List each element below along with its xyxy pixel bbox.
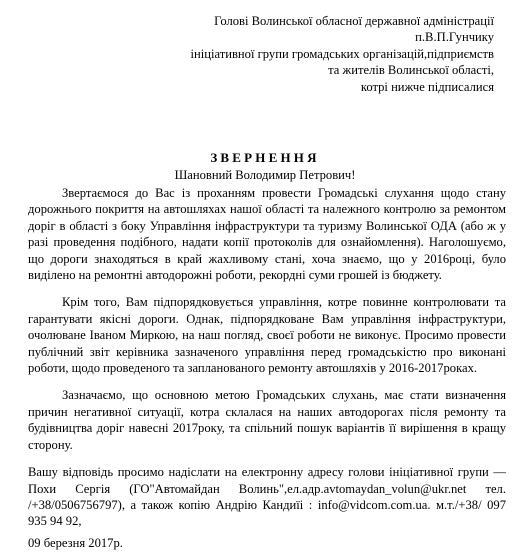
paragraph-4: Вашу відповідь просимо надіслати на електронну адресу голови ініціативної групи — Похи Сергія (ГО"Автомайдан Волинь",ел.адр.avtomaydan_volun@ukr.net тел. /+38/0506756797), а також копію Андрію Кандиїі : info@vidcom.com.ua. м.т./+38/ 097 935 94 92, — [28, 465, 506, 529]
letter-body — [28, 185, 506, 530]
paragraph-3: Зазначаємо, що основною метою Громадських слухань, має стати визначення причин негативної ситуації, котра склалася на наших автодорогах після ремонту та будівництва доріг навесні 2017року, та спільний пошук варіантів її вирішення в кращу сторону. — [28, 388, 506, 452]
greeting: Шановний Володимир Петрович! — [174, 168, 356, 182]
sender-line-2: та жителів Волинської області, — [328, 63, 494, 78]
addressee-line-2: п.В.П.Гунчику — [415, 30, 494, 45]
paragraph-1: Звертаємося до Вас із проханням провести Громадські слухання щодо стану дорожнього покриття на автошляхах нашої області та належного контролю за ремонтом доріг в області з боку Управління інфраструктури та туризму Волинської ОДА (або ж у разі проведення подібного, надати копії протоколів для ознайомлення). Наголошуємо, що дороги знаходяться в край жахливому стані, хоча знаємо, що у 2016році, було виділено на ремонтні автодорожні роботи, рекордні суми грошей із бюджету. — [28, 186, 506, 283]
sender-line-3: котрі нижче підписалися — [360, 79, 494, 94]
letter-date: 09 березня 2017р. — [28, 536, 123, 550]
addressee-block — [140, 13, 494, 95]
document-title: ЗВЕРНЕННЯ — [210, 150, 320, 165]
paragraph-2: Крім того, Вам підпорядковується управління, котре повинне контролювати та гарантувати якісні дороги. Однак, підпорядковане Вам управління інфраструктури, очолюване Іваном Миркою, на наш погляд, своєї роботи не виконує. Просимо провести публічний звіт керівника зазначеного управління перед громадськістю про виконані роботи, щодо проведеного та запланованого ремонту автошляхів у 2016-2017роках. — [28, 295, 506, 376]
sender-line-1: ініціативної групи громадських організацій,підприємств — [190, 46, 494, 61]
addressee-line-1: Голові Волинської обласної державної адміністрації — [214, 14, 494, 28]
